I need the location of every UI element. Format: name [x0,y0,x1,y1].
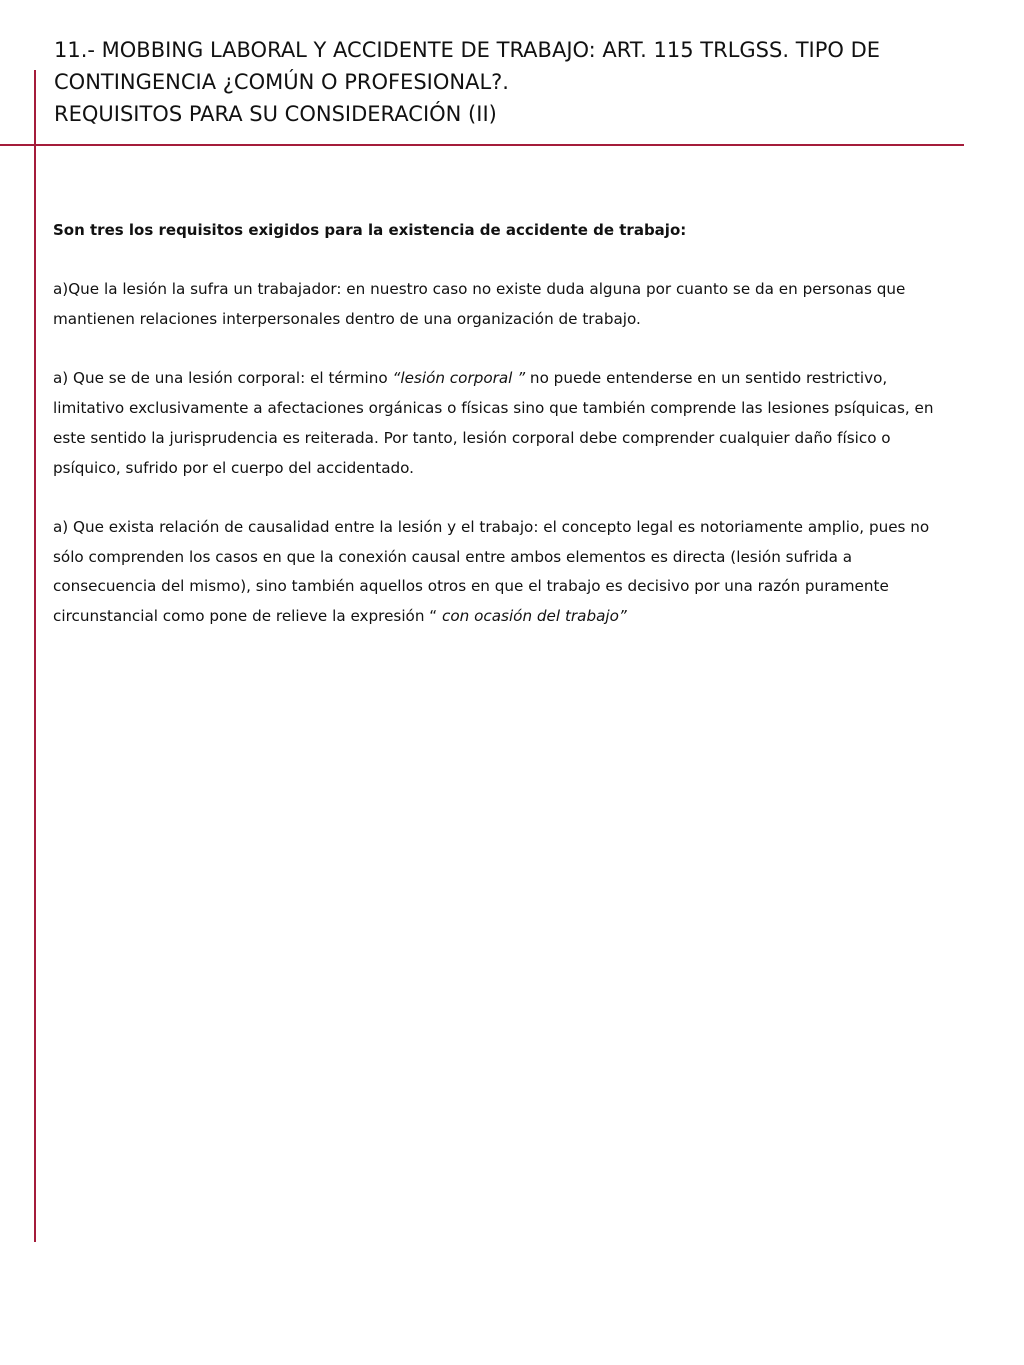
title-line-2: CONTINGENCIA ¿COMÚN O PROFESIONAL?. [54,70,509,94]
vertical-accent-rule [34,70,36,1242]
page-title [54,34,954,130]
requirement-bodily-injury-paragraph [53,364,943,483]
requirement-worker-paragraph: a)Que la lesión la sufra un trabajador: en nuestro caso no existe duda alguna por cuanto se da en personas que mantienen relaciones interpersonales dentro de una organización de trabajo. [53,280,906,329]
lead-paragraph: Son tres los requisitos exigidos para la existencia de accidente de trabajo: [53,221,687,239]
horizontal-accent-rule [0,144,964,146]
requirement-causality-paragraph [53,513,943,632]
bodily-injury-text-end: no puede entenderse en un sentido restrictivo, limitativo exclusivamente a afectaciones orgánicas o físicas sino que también comprende las lesiones psíquicas, en este sentido la jurisprudencia es reiterada. Por tanto, lesión corporal debe comprender cualquier daño físico o psíquico, sufrido por el cuerpo del accidentado. [53,369,934,477]
title-line-1: 11.- MOBBING LABORAL Y ACCIDENTE DE TRABAJO: ART. 115 TRLGSS. TIPO DE [54,38,881,62]
title-line-3: REQUISITOS PARA SU CONSIDERACIÓN (II) [54,102,497,126]
body-content [53,216,943,661]
causality-text: a) Que exista relación de causalidad entre la lesión y el trabajo: el concepto legal es notoriamente amplio, pues no sólo comprenden los casos en que la conexión causal entre ambos elementos es directa (lesión sufrida a consecuencia del mismo), sino también aquellos otros en que el trabajo es decisivo por una razón puramente circunstancial como pone de relieve la expresión “ [53,517,930,626]
bodily-injury-text-start: a) Que se de una lesión corporal: el término [53,369,393,388]
causality-emphasis: con ocasión del trabajo” [442,607,627,626]
bodily-injury-emphasis: “lesión corporal ” [392,369,526,388]
